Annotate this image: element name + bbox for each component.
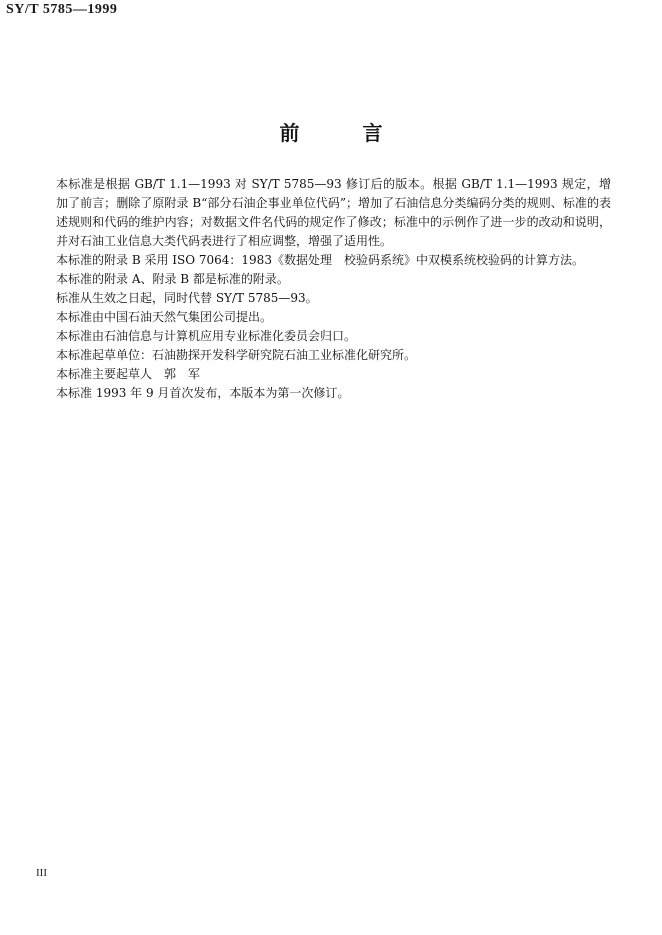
foreword-body [56, 175, 611, 403]
paragraph-publication-history: 本标准 1993 年 9 月首次发布，本版本为第一次修订。 [56, 386, 350, 400]
paragraph-replaces: 标准从生效之日起，同时代替 SY/T 5785—93。 [56, 291, 318, 305]
paragraph-revision-note: 本标准是根据 GB/T 1.1—1993 对 SY/T 5785—93 修订后的版本。根据 GB/T 1.1—1993 规定，增加了前言；删除了原附录 B“部分石油企事业单位代码”；增加了石油信息分类编码分类的规则、标准的表述规则和代码的维护内容；对数据文件名代码的规定作了修改；标准中的示例作了进一步的改动和说明，并对石油工业信息大类代码表进行了相应调整，增强了适用性。 [56, 177, 611, 248]
paragraph-drafting-unit: 本标准起草单位：石油勘探开发科学研究院石油工业标准化研究所。 [56, 348, 417, 362]
paragraph-main-drafters: 本标准主要起草人 郭 军 [56, 367, 201, 381]
paragraph-proposed-by: 本标准由中国石油天然气集团公司提出。 [56, 310, 273, 324]
paragraph-appendices: 本标准的附录 A、附录 B 都是标准的附录。 [56, 272, 289, 286]
page-title: 前 言 [279, 121, 411, 145]
page-number: III [36, 867, 47, 879]
standard-code-header: SY/T 5785—1999 [6, 2, 118, 17]
paragraph-responsible-committee: 本标准由石油信息与计算机应用专业标准化委员会归口。 [56, 329, 357, 343]
paragraph-appendix-b-method: 本标准的附录 B 采用 ISO 7064：1983《数据处理 校验码系统》中双模系统校验码的计算方法。 [56, 253, 584, 267]
